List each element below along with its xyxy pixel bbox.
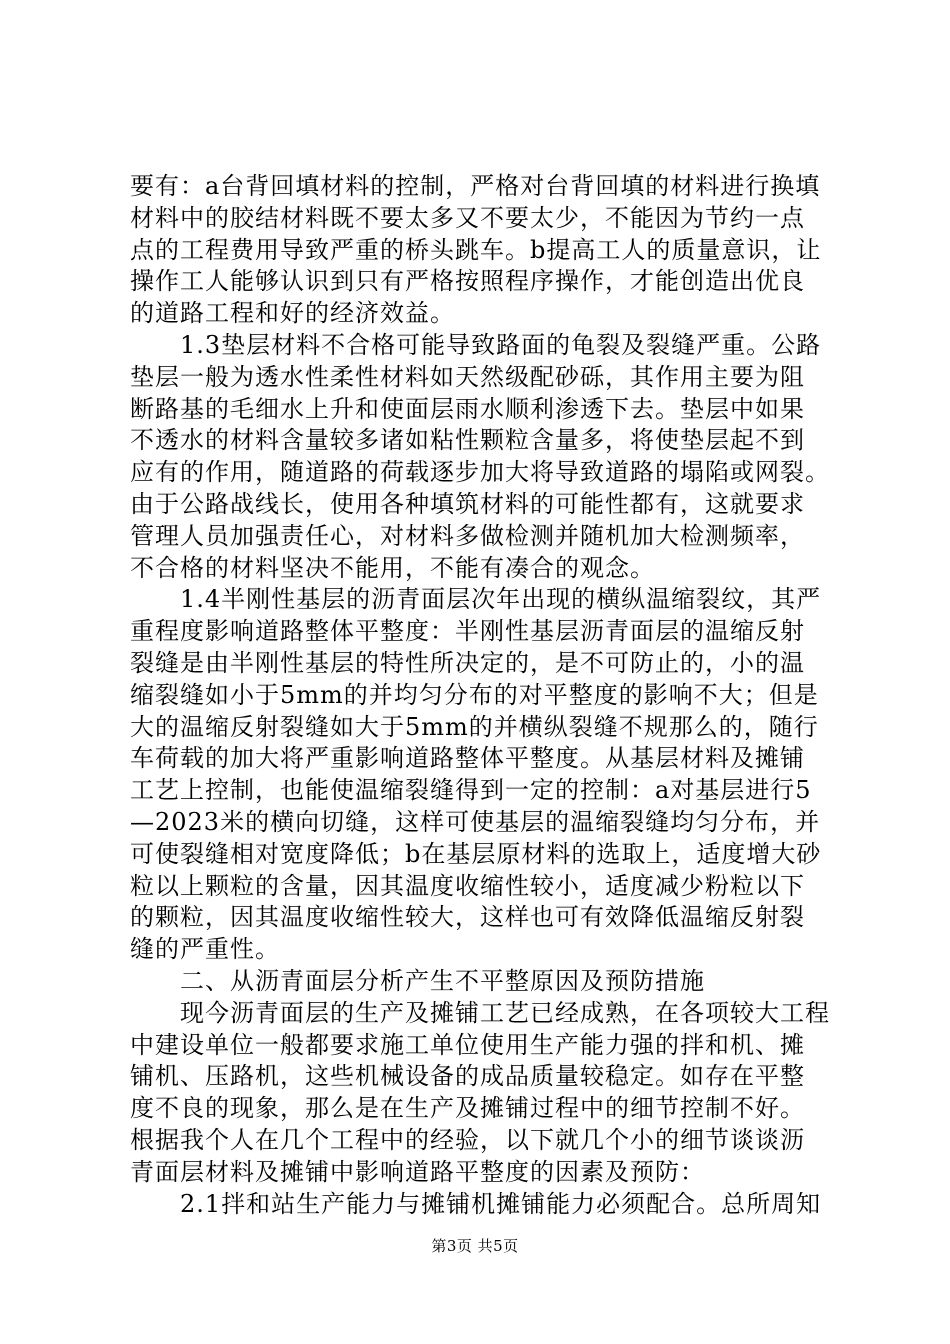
text-line: 不合格的材料坚决不能用，不能有凑合的观念。: [130, 553, 655, 582]
section-heading: 二、从沥青面层分析产生不平整原因及预防措施: [130, 966, 705, 995]
text-line: 车荷载的加大将严重影响道路整体平整度。从基层材料及摊铺: [130, 744, 805, 773]
text-line: 重程度影响道路整体平整度：半刚性基层沥青面层的温缩反射: [130, 617, 805, 646]
text-line: 中建设单位一般都要求施工单位使用生产能力强的拌和机、摊: [130, 1030, 805, 1059]
document-body: [130, 171, 838, 1220]
text-line: 管理人员加强责任心，对材料多做检测并随机加大检测频率，: [130, 521, 805, 550]
text-line: 粒以上颗粒的含量，因其温度收缩性较小，适度减少粉粒以下: [130, 871, 805, 900]
text-line: 材料中的胶结材料既不要太多又不要太少，不能因为节约一点: [130, 203, 805, 232]
text-line: 应有的作用，随道路的荷载逐步加大将导致道路的塌陷或网裂。: [130, 458, 830, 487]
text-line: 操作工人能够认识到只有严格按照程序操作，才能创造出优良: [130, 267, 805, 296]
text-line: 现今沥青面层的生产及摊铺工艺已经成熟，在各项较大工程: [130, 998, 830, 1027]
text-line: 度不良的现象，那么是在生产及摊铺过程中的细节控制不好。: [130, 1094, 805, 1123]
text-line: 要有：a台背回填材料的控制，严格对台背回填的材料进行换填: [130, 172, 821, 200]
text-line: 缝的严重性。: [130, 935, 280, 964]
text-line: 裂缝是由半刚性基层的特性所决定的，是不可防止的，小的温: [130, 648, 805, 677]
text-line: 青面层材料及摊铺中影响道路平整度的因素及预防：: [130, 1157, 705, 1186]
text-line: 1.3垫层材料不合格可能导致路面的龟裂及裂缝严重。公路: [130, 330, 822, 359]
text-line: 由于公路战线长，使用各种填筑材料的可能性都有，这就要求: [130, 489, 805, 518]
text-line: 断路基的毛细水上升和使面层雨水顺利渗透下去。垫层中如果: [130, 394, 805, 423]
text-line: 不透水的材料含量较多诸如粘性颗粒含量多，将使垫层起不到: [130, 426, 805, 455]
text-line: 垫层一般为透水性柔性材料如天然级配砂砾，其作用主要为阻: [130, 362, 805, 391]
text-line: 工艺上控制，也能使温缩裂缝得到一定的控制：a对基层进行5: [130, 776, 812, 805]
text-line: —2023米的横向切缝，这样可使基层的温缩裂缝均匀分布，并: [130, 807, 821, 836]
text-line: 的颗粒，因其温度收缩性较大，这样也可有效降低温缩反射裂: [130, 903, 805, 932]
text-line: 根据我个人在几个工程中的经验，以下就几个小的细节谈谈沥: [130, 1125, 805, 1154]
text-line: 可使裂缝相对宽度降低；b在基层原材料的选取上，适度增大砂: [130, 839, 822, 868]
text-line: 铺机、压路机，这些机械设备的成品质量较稳定。如存在平整: [130, 1062, 805, 1091]
text-line: 2.1拌和站生产能力与摊铺机摊铺能力必须配合。总所周知: [130, 1189, 822, 1218]
text-line: 大的温缩反射裂缝如大于5mm的并横纵裂缝不规那么的，随行: [130, 712, 819, 741]
text-line: 点的工程费用导致严重的桥头跳车。b提高工人的质量意识，让: [130, 235, 822, 264]
page-number-footer: 第3页 共5页: [431, 1237, 519, 1255]
text-line: 1.4半刚性基层的沥青面层次年出现的横纵温缩裂纹，其严: [130, 585, 822, 614]
text-line: 缩裂缝如小于5mm的并均匀分布的对平整度的影响不大；但是: [130, 680, 819, 709]
text-line: 的道路工程和好的经济效益。: [130, 299, 455, 328]
